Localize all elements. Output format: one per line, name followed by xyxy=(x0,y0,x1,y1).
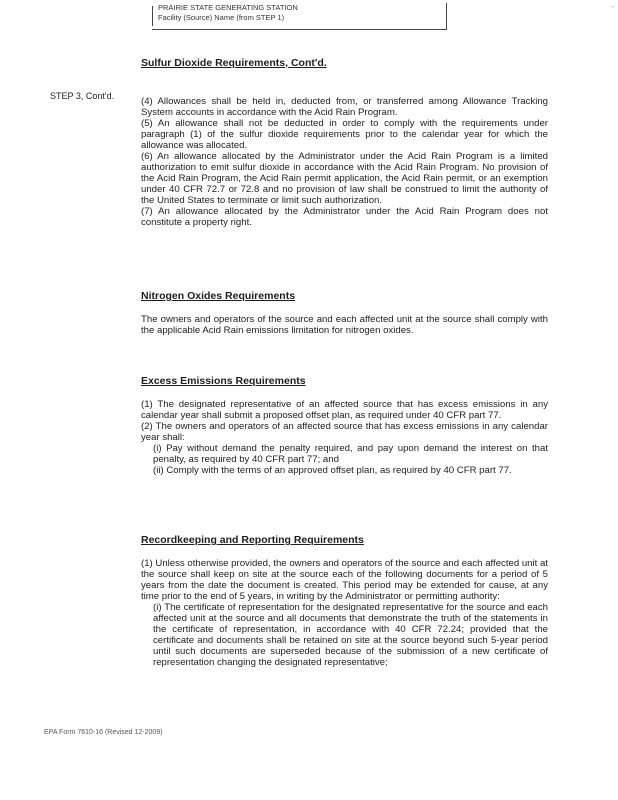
excess-paragraph-1: (1) The designated representative of an affected source that has excess emissions in any calendar year shall submit a proposed offset plan, as required under 40 CFR part 77. xyxy=(141,399,548,421)
recordkeeping-heading: Recordkeeping and Reporting Requirements xyxy=(141,534,364,546)
corner-mark: - xyxy=(611,2,614,11)
sulfur-paragraph-7: (7) An allowance allocated by the Administrator under the Acid Rain Program does not constitute a property right. xyxy=(141,206,548,228)
excess-paragraph-2-i: (i) Pay without demand the penalty required, and pay upon demand the interest on that penalty, as required by 40 CFR part 77; and xyxy=(153,443,548,465)
recordkeeping-body xyxy=(141,558,548,668)
excess-emissions-heading: Excess Emissions Requirements xyxy=(141,375,306,387)
excess-emissions-body xyxy=(141,399,548,476)
sulfur-paragraph-4: (4) Allowances shall be held in, deducted from, or transferred among Allowance Tracking System accounts in accordance with the Acid Rain Program. xyxy=(141,96,548,118)
sulfur-paragraph-5: (5) An allowance shall not be deducted in order to comply with the requirements under paragraph (1) of the sulfur dioxide requirements prior to the calendar year for which the allowance was allocated. xyxy=(141,118,548,151)
sulfur-dioxide-heading: Sulfur Dioxide Requirements, Cont'd. xyxy=(141,57,327,69)
excess-paragraph-2: (2) The owners and operators of an affected source that has excess emissions in any calendar year shall: xyxy=(141,421,548,443)
nitrogen-oxides-body xyxy=(141,314,548,336)
sulfur-dioxide-body xyxy=(141,96,548,228)
nitrogen-oxides-heading: Nitrogen Oxides Requirements xyxy=(141,290,296,302)
header-box-divider xyxy=(152,6,153,26)
facility-name: PRAIRIE STATE GENERATING STATION xyxy=(158,3,298,12)
step-label: STEP 3, Cont'd. xyxy=(50,91,115,101)
records-paragraph-1: (1) Unless otherwise provided, the owners and operators of the source and each affected unit at the source shall keep on site at the source each of the following documents for a period of 5 years from the date the document is created. This period may be extended for cause, at any time prior to the end of 5 years, in writing by the Administrator or permitting authority: xyxy=(141,558,548,602)
form-footer: EPA Form 7610-16 (Revised 12-2009) xyxy=(44,729,163,736)
nox-paragraph: The owners and operators of the source and each affected unit at the source shall comply with the applicable Acid Rain emissions limitation for nitrogen oxides. xyxy=(141,314,548,336)
sulfur-paragraph-6: (6) An allowance allocated by the Administrator under the Acid Rain Program is a limited authorization to emit sulfur dioxide in accordance with the Acid Rain Program. No provision of the Acid Rain Program, the Acid Rain permit application, the Acid Rain permit, or an exemption under 40 CFR 72.7 or 72.8 and no provision of law shall be construed to limit the authority of the United States to terminate or limit such authorization. xyxy=(141,151,548,206)
facility-header-box xyxy=(152,3,447,30)
records-paragraph-1-i: (i) The certificate of representation for the designated representative for the source and each affected unit at the source and all documents that demonstrate the truth of the statements in the certificate of representation, in accordance with 40 CFR 72.24; provided that the certificate and documents shall be retained on site at the source beyond such 5-year period until such documents are superseded because of the submission of a new certificate of representation changing the designated representative; xyxy=(153,602,548,668)
facility-name-caption: Facility (Source) Name (from STEP 1) xyxy=(158,13,285,22)
excess-paragraph-2-ii: (ii) Comply with the terms of an approved offset plan, as required by 40 CFR part 77. xyxy=(153,465,512,476)
